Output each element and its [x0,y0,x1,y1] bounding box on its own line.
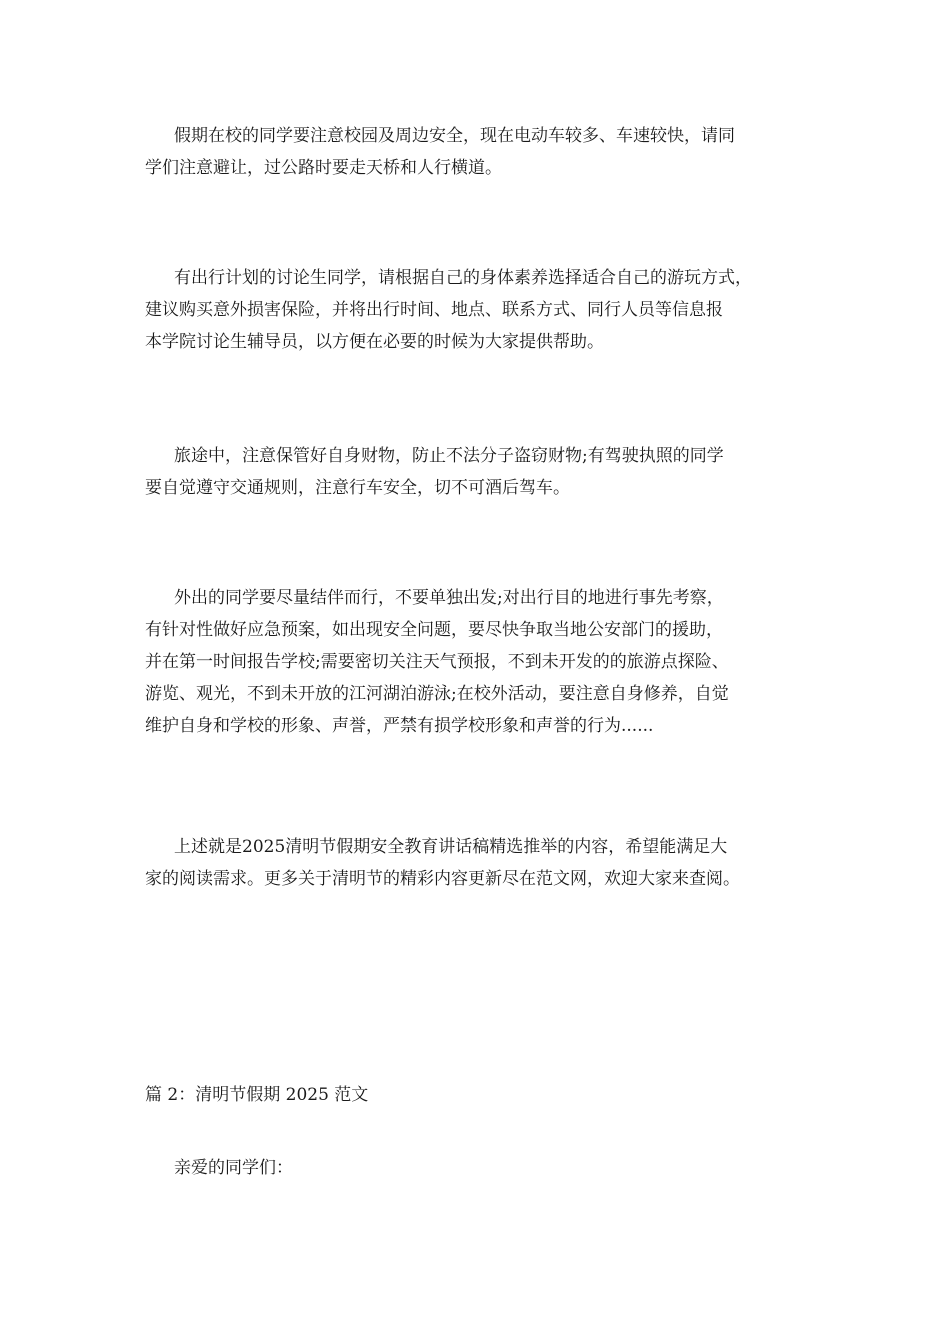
paragraph-line: 旅途中，注意保管好自身财物，防止不法分子盗窃财物;有驾驶执照的同学 [174,446,724,466]
paragraph-line: 有出行计划的讨论生同学，请根据自己的身体素养选择适合自己的游玩方式， [174,268,752,288]
section-heading [145,1079,835,1111]
paragraph-line: 并在第一时间报告学校;需要密切关注天气预报，不到未开发的的旅游点探险、 [145,652,729,672]
paragraph-outing-rules [145,582,835,742]
greeting [145,1152,835,1184]
paragraph-line: 有针对性做好应急预案，如出现安全问题，要尽快争取当地公安部门的援助， [145,620,723,640]
paragraph-journey-safety [145,440,835,504]
paragraph-line: 本学院讨论生辅导员，以方便在必要的时候为大家提供帮助。 [145,332,604,352]
greeting-text: 亲爱的同学们： [174,1158,293,1178]
section-heading-text: 篇 2：清明节假期 2025 范文 [145,1085,369,1105]
paragraph-line: 建议购买意外损害保险，并将出行时间、地点、联系方式、同行人员等信息报 [145,300,723,320]
paragraph-line: 要自觉遵守交通规则，注意行车安全，切不可酒后驾车。 [145,478,570,498]
paragraph-campus-safety [145,120,835,184]
paragraph-summary [145,831,835,895]
paragraph-line: 学们注意避让，过公路时要走天桥和人行横道。 [145,158,502,178]
paragraph-line: 家的阅读需求。更多关于清明节的精彩内容更新尽在范文网，欢迎大家来查阅。 [145,869,740,889]
paragraph-line: 上述就是2025清明节假期安全教育讲话稿精选推举的内容，希望能满足大 [174,837,728,857]
paragraph-line: 假期在校的同学要注意校园及周边安全，现在电动车较多、车速较快，请同 [174,126,735,146]
paragraph-travel-plan [145,262,835,358]
paragraph-line: 外出的同学要尽量结伴而行，不要单独出发;对出行目的地进行事先考察， [174,588,724,608]
paragraph-line: 维护自身和学校的形象、声誉，严禁有损学校形象和声誉的行为...... [145,716,654,736]
paragraph-line: 游览、观光，不到未开放的江河湖泊游泳;在校外活动，要注意自身修养，自觉 [145,684,729,704]
